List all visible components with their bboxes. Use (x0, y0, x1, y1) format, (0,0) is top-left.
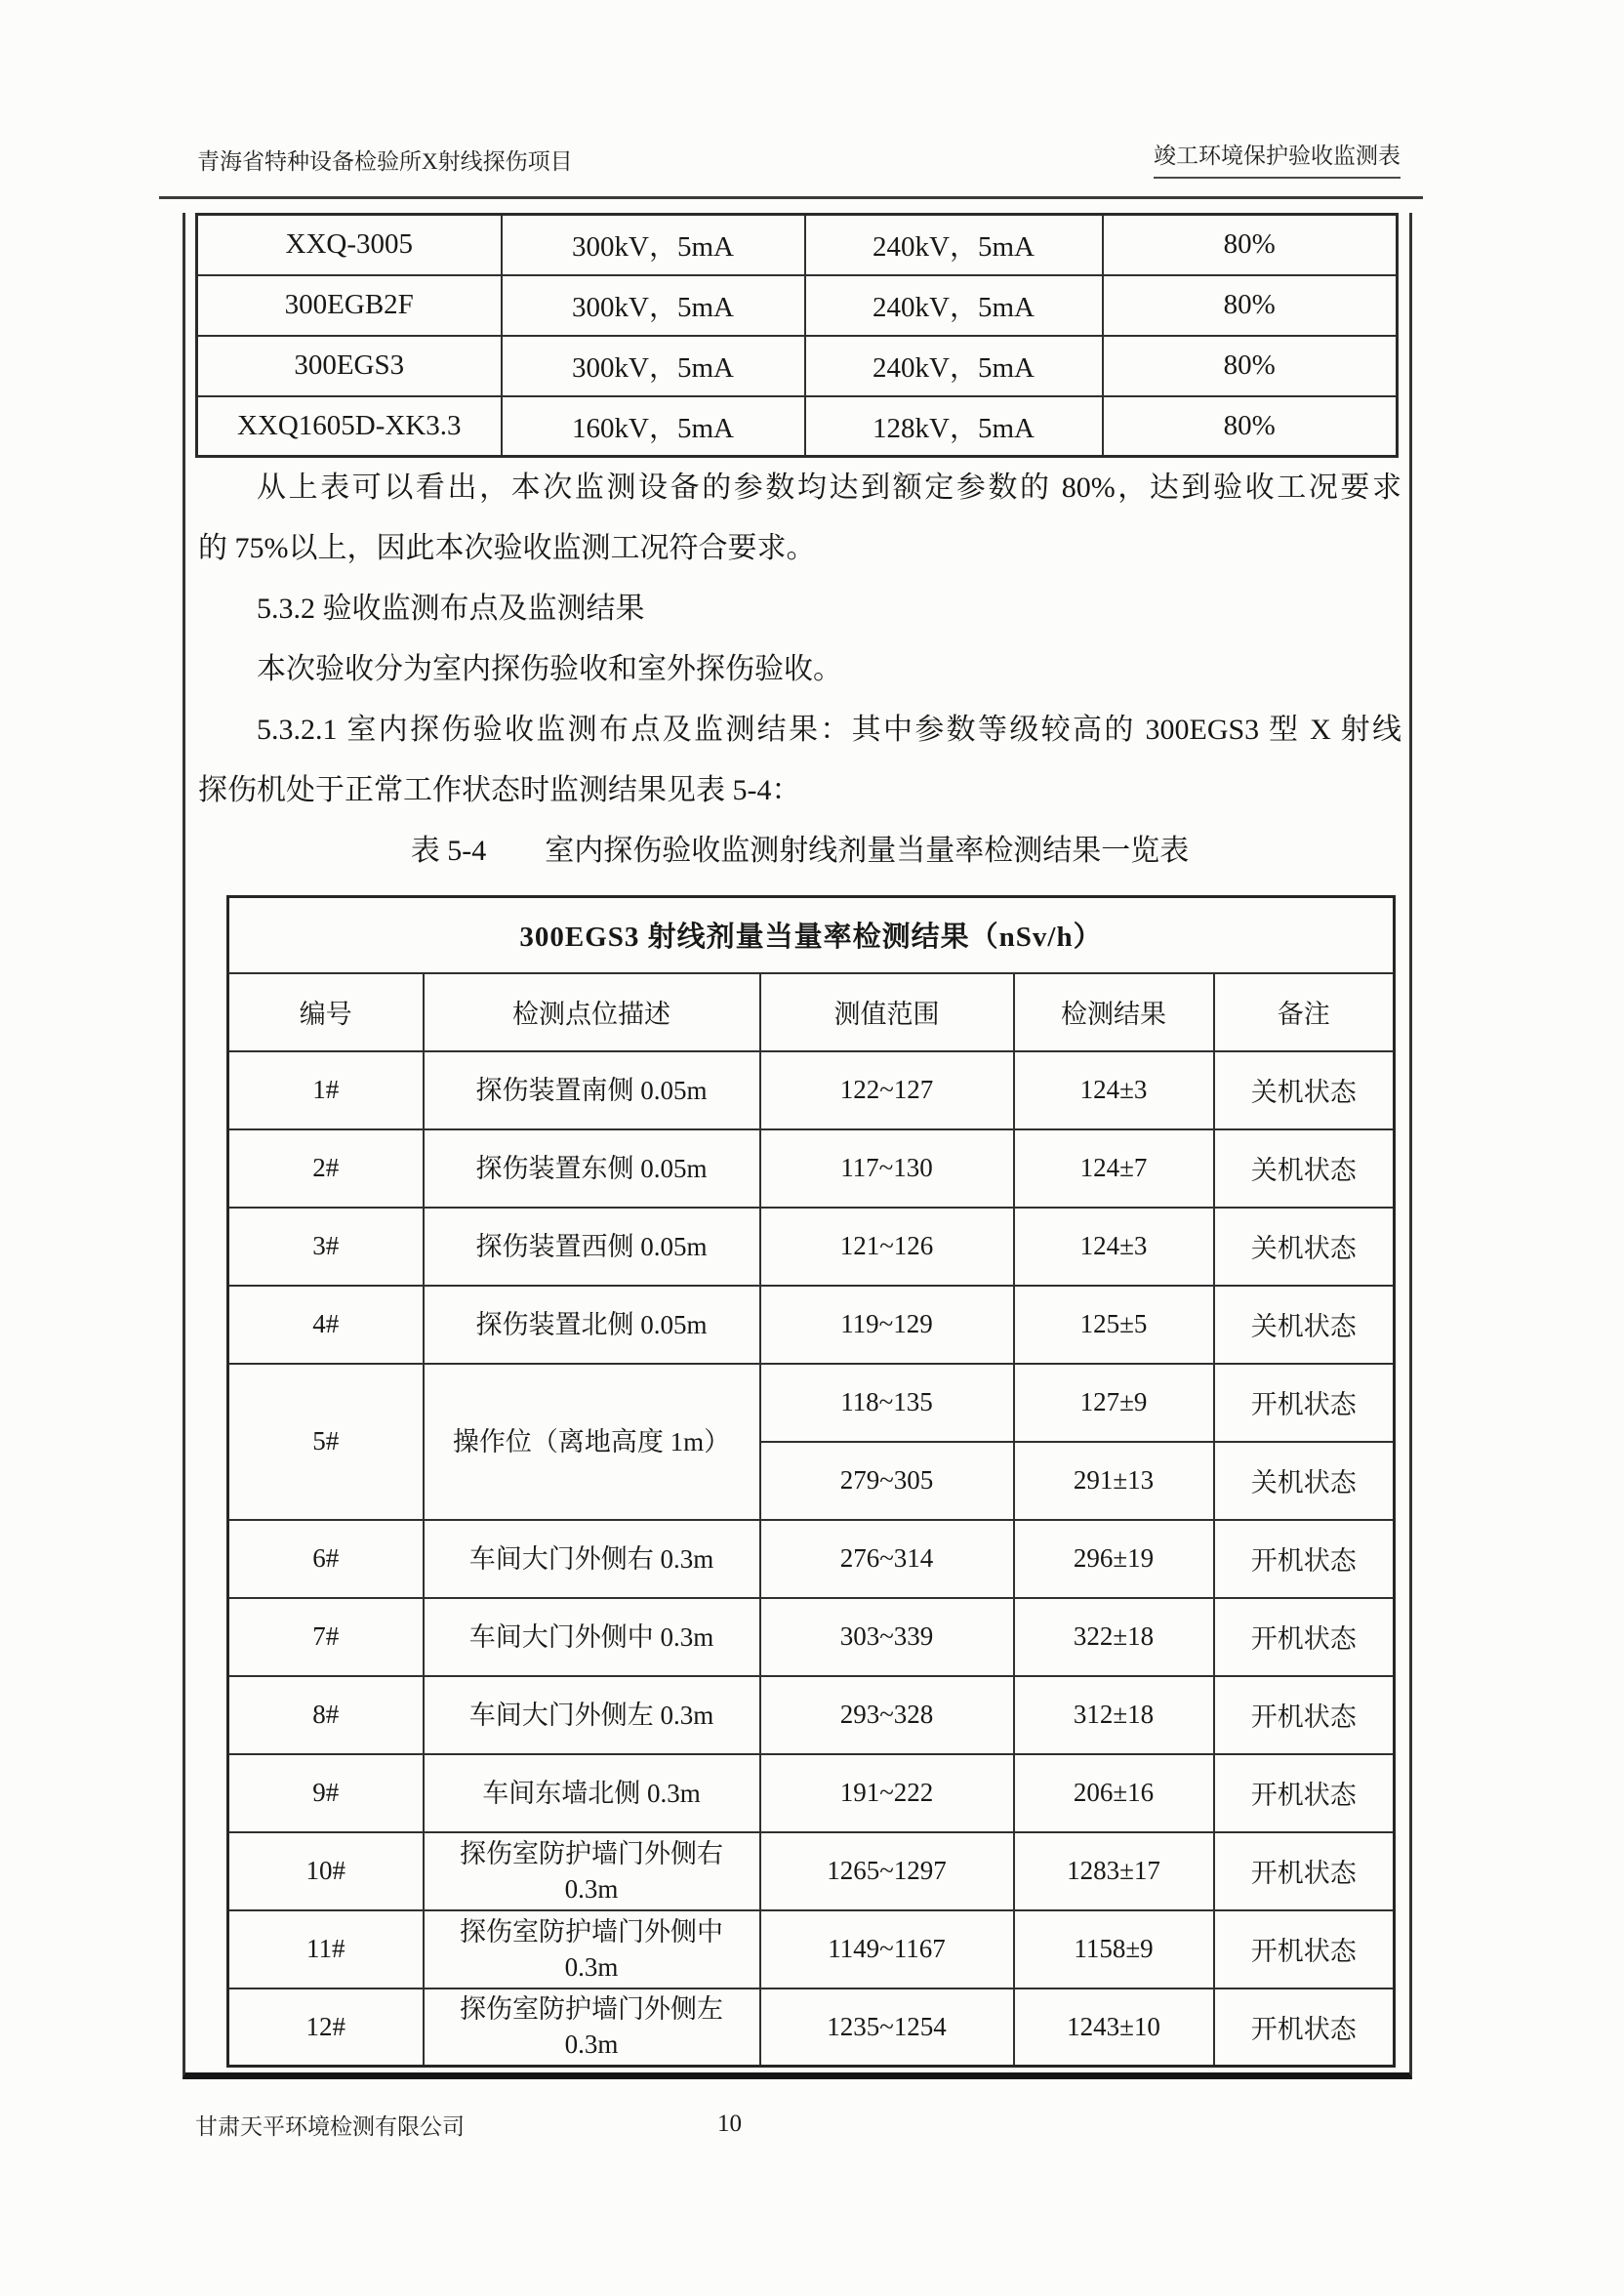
row-range: 117~130 (760, 1129, 1014, 1208)
equip-model: 300EGB2F (197, 275, 502, 336)
equip-model: XXQ-3005 (197, 215, 502, 275)
table-row (228, 1988, 1395, 2067)
col-header-id: 编号 (228, 973, 424, 1051)
equip-model: XXQ1605D-XK3.3 (197, 396, 502, 457)
row-desc: 车间东墙北侧 0.3m (424, 1754, 760, 1832)
table-title-row (228, 897, 1395, 973)
table-row (228, 1129, 1395, 1208)
equip-rated: 160kV，5mA (502, 396, 805, 457)
col-header-result: 检测结果 (1014, 973, 1214, 1051)
row-result: 1158±9 (1014, 1910, 1214, 1988)
paragraph-line: 从上表可以看出，本次监测设备的参数均达到额定参数的 80%，达到验收工况要求 (257, 472, 1401, 504)
row-remark: 开机状态 (1214, 1832, 1395, 1910)
row-result: 124±3 (1014, 1208, 1214, 1286)
table-header-row (228, 973, 1395, 1051)
row-range: 121~126 (760, 1208, 1014, 1286)
row-remark: 开机状态 (1214, 1598, 1395, 1676)
equipment-table (195, 213, 1399, 458)
equip-percent: 80% (1103, 215, 1398, 275)
row-range: 293~328 (760, 1676, 1014, 1754)
table-row (228, 1520, 1395, 1598)
table-title: 300EGS3 射线剂量当量率检测结果（nSv/h） (228, 897, 1395, 973)
col-header-range: 测值范围 (760, 973, 1014, 1051)
row-remark: 关机状态 (1214, 1129, 1395, 1208)
table-row-5-sub-1 (228, 1364, 1395, 1442)
equip-rated: 300kV，5mA (502, 215, 805, 275)
table-row (228, 1286, 1395, 1364)
equip-actual: 128kV，5mA (805, 396, 1103, 457)
row-id: 12# (228, 1988, 424, 2067)
header-project-title: 青海省特种设备检验所X射线探伤项目 (197, 149, 573, 174)
page-header (197, 140, 1401, 179)
row-remark: 开机状态 (1214, 1520, 1395, 1598)
row-result: 296±19 (1014, 1520, 1214, 1598)
section-heading-5-3-2: 5.3.2 验收监测布点及监测结果 (257, 593, 645, 625)
row-desc: 探伤装置北侧 0.05m (424, 1286, 760, 1364)
row-id: 1# (228, 1051, 424, 1129)
row-id: 3# (228, 1208, 424, 1286)
row-range: 1235~1254 (760, 1988, 1014, 2067)
row-desc: 探伤室防护墙门外侧右 0.3m (424, 1832, 760, 1910)
row-id: 9# (228, 1754, 424, 1832)
row-id: 5# (228, 1364, 424, 1520)
row-range: 276~314 (760, 1520, 1014, 1598)
paragraph-line: 的 75%以上，因此本次验收监测工况符合要求。 (198, 532, 816, 564)
table-row (228, 1598, 1395, 1676)
paragraph-line: 探伤机处于正常工作状态时监测结果见表 5-4： (198, 774, 801, 806)
col-header-remark: 备注 (1214, 973, 1395, 1051)
header-rule (159, 196, 1423, 199)
row-result: 206±16 (1014, 1754, 1214, 1832)
row-remark: 开机状态 (1214, 1676, 1395, 1754)
row-desc: 车间大门外侧左 0.3m (424, 1676, 760, 1754)
equip-percent: 80% (1103, 336, 1398, 396)
row-desc: 探伤装置西侧 0.05m (424, 1208, 760, 1286)
row-remark: 开机状态 (1214, 1364, 1395, 1442)
row-result: 127±9 (1014, 1364, 1214, 1442)
equip-rated: 300kV，5mA (502, 275, 805, 336)
row-desc: 探伤装置东侧 0.05m (424, 1129, 760, 1208)
row-desc: 操作位（离地高度 1m） (424, 1364, 760, 1520)
equip-actual: 240kV，5mA (805, 275, 1103, 336)
row-range: 122~127 (760, 1051, 1014, 1129)
table-5-4-caption: 表 5-4 室内探伤验收监测射线剂量当量率检测结果一览表 (410, 835, 1190, 867)
equip-model: 300EGS3 (197, 336, 502, 396)
row-remark: 开机状态 (1214, 1910, 1395, 1988)
row-range: 279~305 (760, 1442, 1014, 1520)
equip-percent: 80% (1103, 275, 1398, 336)
table-row (228, 1754, 1395, 1832)
equip-percent: 80% (1103, 396, 1398, 457)
row-id: 10# (228, 1832, 424, 1910)
table-row (197, 396, 1398, 457)
row-result: 124±7 (1014, 1129, 1214, 1208)
row-result: 124±3 (1014, 1051, 1214, 1129)
table-row (228, 1676, 1395, 1754)
row-range: 191~222 (760, 1754, 1014, 1832)
table-row (228, 1208, 1395, 1286)
row-result: 312±18 (1014, 1676, 1214, 1754)
table-row (228, 1910, 1395, 1988)
row-desc: 探伤装置南侧 0.05m (424, 1051, 760, 1129)
paragraph-line: 5.3.2.1 室内探伤验收监测布点及监测结果：其中参数等级较高的 300EGS3 型 X 射线 (257, 714, 1401, 746)
row-id: 7# (228, 1598, 424, 1676)
row-remark: 开机状态 (1214, 1988, 1395, 2067)
row-id: 8# (228, 1676, 424, 1754)
row-remark: 关机状态 (1214, 1442, 1395, 1520)
row-id: 2# (228, 1129, 424, 1208)
footer-company: 甘肃天平环境检测有限公司 (195, 2114, 465, 2139)
row-desc: 探伤室防护墙门外侧左 0.3m (424, 1988, 760, 2067)
row-result: 291±13 (1014, 1442, 1214, 1520)
row-result: 125±5 (1014, 1286, 1214, 1364)
row-remark: 关机状态 (1214, 1286, 1395, 1364)
row-range: 118~135 (760, 1364, 1014, 1442)
table-row (228, 1051, 1395, 1129)
table-row (228, 1832, 1395, 1910)
footer-page-number: 10 (717, 2111, 742, 2137)
paragraph-line: 本次验收分为室内探伤验收和室外探伤验收。 (257, 653, 842, 685)
row-range: 119~129 (760, 1286, 1014, 1364)
row-desc: 车间大门外侧中 0.3m (424, 1598, 760, 1676)
equip-rated: 300kV，5mA (502, 336, 805, 396)
row-desc: 探伤室防护墙门外侧中 0.3m (424, 1910, 760, 1988)
body-text (198, 458, 1401, 882)
row-result: 1283±17 (1014, 1832, 1214, 1910)
row-result: 1243±10 (1014, 1988, 1214, 2067)
table-row (197, 275, 1398, 336)
row-range: 1265~1297 (760, 1832, 1014, 1910)
row-range: 1149~1167 (760, 1910, 1014, 1988)
row-desc: 车间大门外侧右 0.3m (424, 1520, 760, 1598)
equip-actual: 240kV，5mA (805, 215, 1103, 275)
row-range: 303~339 (760, 1598, 1014, 1676)
table-row (197, 215, 1398, 275)
table-5-4 (226, 895, 1396, 2068)
table-row (197, 336, 1398, 396)
row-remark: 关机状态 (1214, 1051, 1395, 1129)
row-result: 322±18 (1014, 1598, 1214, 1676)
row-remark: 关机状态 (1214, 1208, 1395, 1286)
col-header-desc: 检测点位描述 (424, 973, 760, 1051)
equip-actual: 240kV，5mA (805, 336, 1103, 396)
row-remark: 开机状态 (1214, 1754, 1395, 1832)
row-id: 6# (228, 1520, 424, 1598)
row-id: 4# (228, 1286, 424, 1364)
row-id: 11# (228, 1910, 424, 1988)
header-doc-type: 竣工环境保护验收监测表 (1154, 140, 1401, 179)
